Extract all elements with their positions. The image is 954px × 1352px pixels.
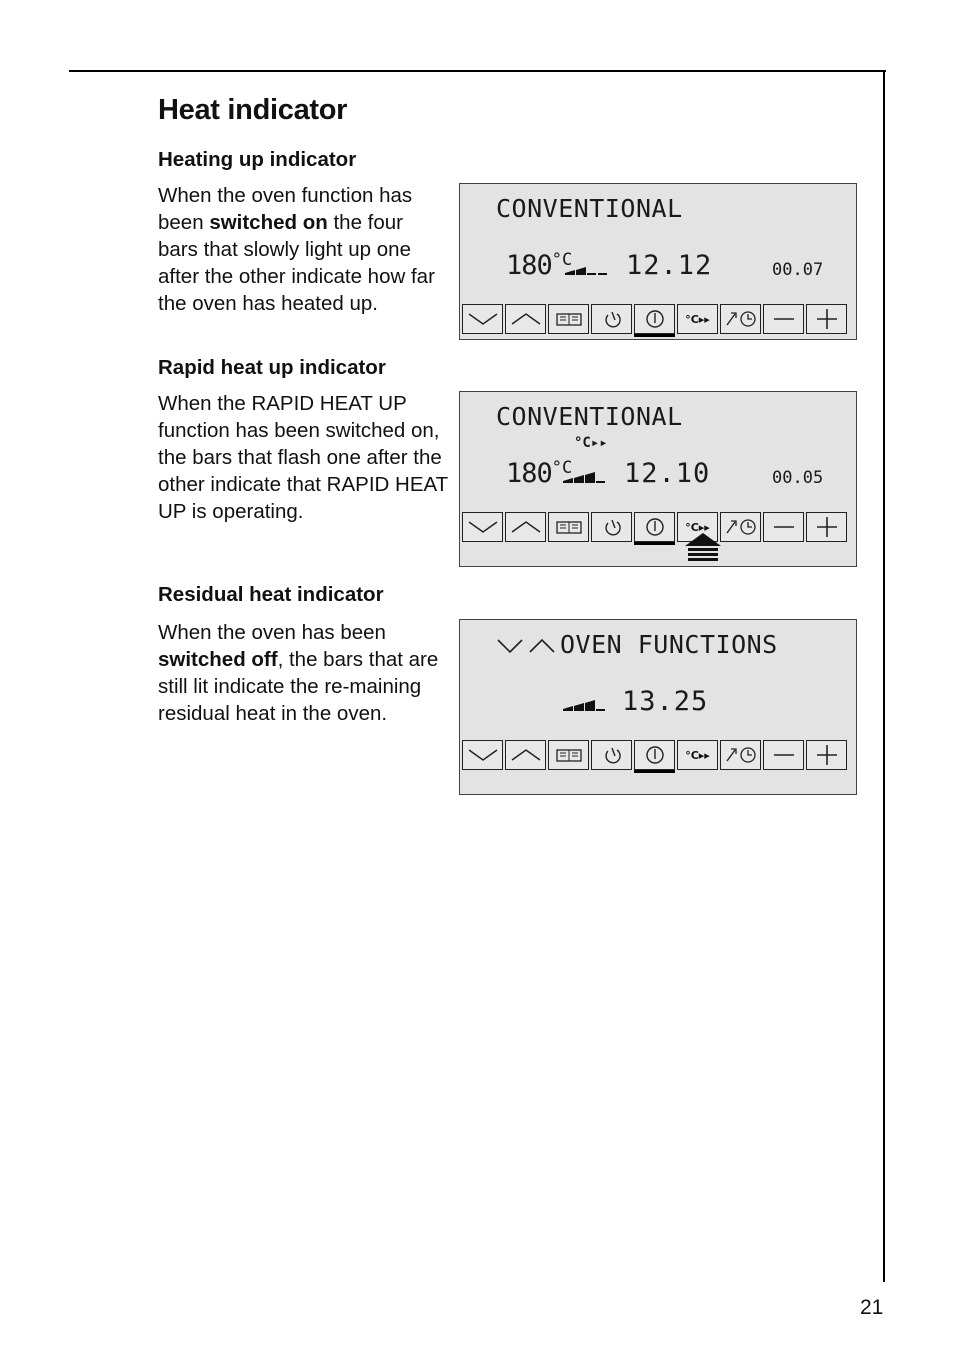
minus-button[interactable]	[763, 304, 804, 334]
heat-bar-lit	[576, 267, 586, 275]
minus-button[interactable]	[763, 512, 804, 542]
rapid-heat-icon: °C▸▸	[685, 312, 710, 326]
display-timer: 00.05	[772, 468, 824, 488]
down-button[interactable]	[462, 304, 503, 334]
rapid-heat-symbol: °C▸▸	[574, 435, 608, 451]
child-lock-button[interactable]	[591, 512, 632, 542]
temperature-unit: °C	[551, 250, 573, 270]
display-panel-residual-heat	[459, 619, 857, 795]
plus-icon	[815, 308, 839, 330]
child-lock-button[interactable]	[591, 740, 632, 770]
temperature-value: 180	[506, 250, 552, 281]
text-heating-up	[158, 182, 448, 317]
text-part: When the oven function has been	[158, 184, 413, 234]
child-lock-icon	[602, 745, 622, 765]
heat-bar-lit	[585, 700, 595, 711]
heat-bar-unlit	[596, 481, 605, 483]
power-button[interactable]	[634, 512, 675, 542]
book-icon	[556, 519, 582, 535]
page-title: Heat indicator	[158, 94, 348, 126]
power-icon	[644, 744, 666, 766]
rapid-heat-button[interactable]	[677, 304, 718, 334]
heat-bar-lit	[563, 706, 573, 711]
heat-bar-lit	[565, 270, 575, 275]
timer-icon	[724, 745, 758, 765]
control-buttons	[462, 512, 847, 542]
child-lock-icon	[602, 309, 622, 329]
up-button[interactable]	[505, 512, 546, 542]
display-clock: 12.12	[626, 250, 713, 281]
book-icon	[556, 311, 582, 327]
heat-bar-unlit	[596, 709, 605, 711]
control-buttons	[462, 740, 847, 770]
display-temperature	[506, 250, 572, 281]
text-part: , the bars that are still lit indicate the re-maining residual heat in the oven.	[158, 648, 439, 725]
power-button[interactable]	[634, 304, 675, 334]
book-icon	[556, 747, 582, 763]
child-lock-button[interactable]	[591, 304, 632, 334]
heat-bar-lit	[574, 475, 584, 483]
display-function-label: OVEN FUNCTIONS	[560, 630, 778, 659]
display-function-label: CONVENTIONAL	[496, 402, 683, 431]
heat-bars	[562, 696, 612, 712]
plus-button[interactable]	[806, 740, 847, 770]
chevron-up-icon	[510, 747, 542, 763]
text-bold: switched off	[158, 648, 278, 671]
text-rapid-heat-up	[158, 390, 448, 525]
timer-button[interactable]	[720, 740, 761, 770]
text-part: the four bars that slowly light up one after the other indicate how far the oven has heated up.	[158, 211, 435, 315]
text-part: When the RAPID HEAT UP function has been switched on, the bars that flash one after the other indicate that RAPID HEAT UP is operating.	[158, 392, 448, 523]
minus-icon	[772, 747, 796, 763]
up-button[interactable]	[505, 304, 546, 334]
chevron-down-icon	[467, 311, 499, 327]
timer-button[interactable]	[720, 512, 761, 542]
rapid-heat-icon: °C▸▸	[685, 748, 710, 762]
timer-button[interactable]	[720, 304, 761, 334]
chevron-down-icon	[467, 519, 499, 535]
power-button[interactable]	[634, 740, 675, 770]
plus-icon	[815, 516, 839, 538]
page-number: 21	[860, 1296, 884, 1319]
plus-icon	[815, 744, 839, 766]
display-timer: 00.07	[772, 260, 824, 280]
down-button[interactable]	[462, 740, 503, 770]
heat-bar-unlit	[587, 273, 596, 275]
power-icon	[644, 308, 666, 330]
rapid-heat-icon: °C▸▸	[685, 520, 710, 534]
display-panel-rapid-heat-up	[459, 391, 857, 567]
text-bold: switched on	[209, 211, 328, 234]
plus-button[interactable]	[806, 304, 847, 334]
timer-icon	[724, 517, 758, 537]
arrow-up-icon	[684, 532, 722, 564]
up-button[interactable]	[505, 740, 546, 770]
heat-bar-lit	[563, 478, 573, 483]
heading-heating-up: Heating up indicator	[158, 148, 357, 171]
chevron-nav-icon	[496, 634, 560, 656]
temperature-value: 180	[506, 458, 552, 489]
display-function-row	[496, 630, 778, 659]
top-rule	[69, 70, 886, 72]
minus-icon	[772, 311, 796, 327]
temperature-unit: °C	[551, 458, 573, 478]
text-part: When the oven has been	[158, 621, 386, 644]
display-clock: 12.10	[624, 458, 711, 489]
menu-button[interactable]	[548, 304, 589, 334]
heat-bars	[562, 468, 612, 484]
display-clock: 13.25	[622, 686, 709, 717]
menu-button[interactable]	[548, 740, 589, 770]
heading-residual-heat: Residual heat indicator	[158, 583, 384, 606]
menu-button[interactable]	[548, 512, 589, 542]
timer-icon	[724, 309, 758, 329]
heat-bars	[564, 260, 614, 276]
minus-button[interactable]	[763, 740, 804, 770]
power-icon	[644, 516, 666, 538]
plus-button[interactable]	[806, 512, 847, 542]
heat-bar-lit	[574, 703, 584, 711]
child-lock-icon	[602, 517, 622, 537]
display-panel-heating-up	[459, 183, 857, 340]
chevron-up-icon	[510, 519, 542, 535]
heat-bar-unlit	[598, 273, 607, 275]
rapid-heat-button[interactable]	[677, 740, 718, 770]
down-button[interactable]	[462, 512, 503, 542]
control-buttons	[462, 304, 847, 334]
minus-icon	[772, 519, 796, 535]
display-function-label: CONVENTIONAL	[496, 194, 683, 223]
right-rule	[883, 70, 885, 1282]
heat-bar-lit	[585, 472, 595, 483]
chevron-up-icon	[510, 311, 542, 327]
heading-rapid-heat-up: Rapid heat up indicator	[158, 356, 386, 379]
text-residual-heat	[158, 619, 448, 727]
chevron-down-icon	[467, 747, 499, 763]
